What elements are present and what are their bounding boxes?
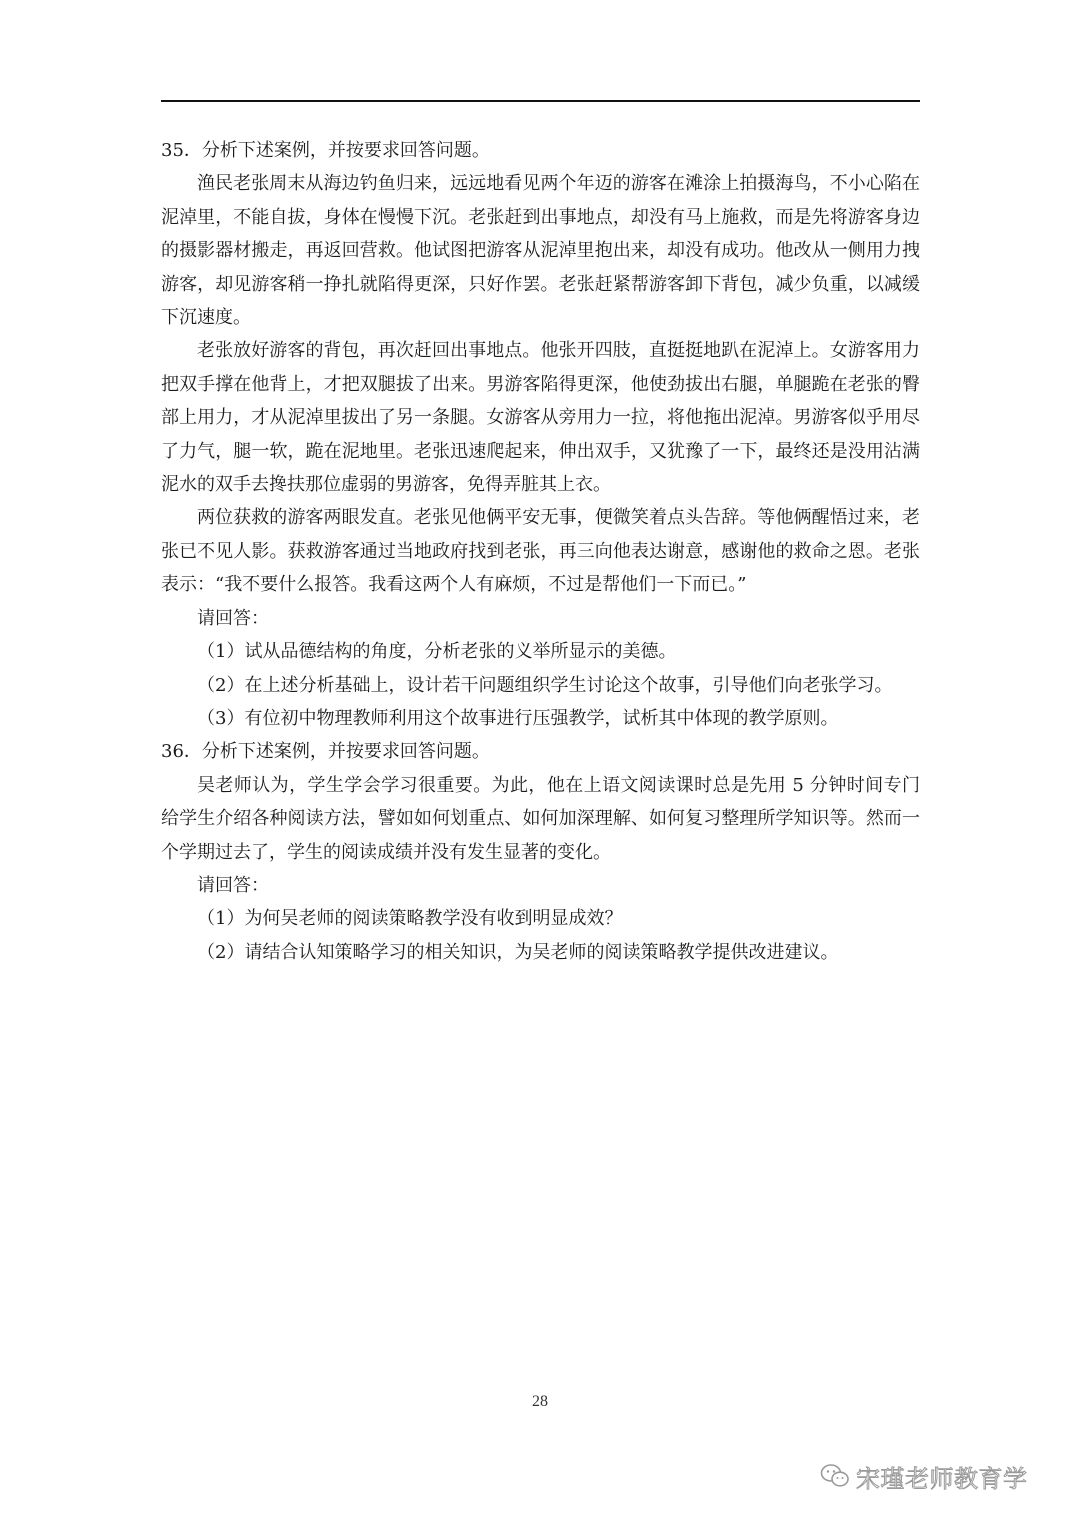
question-36-paragraph-1: 吴老师认为，学生学会学习很重要。为此，他在上语文阅读课时总是先用 5 分钟时间专门给学生介绍各种阅读方法，譬如如何划重点、如何加深理解、如何复习整理所学知识等。然而一个学期过去了，学生的阅读成绩并没有发生显著的变化。 — [161, 774, 920, 863]
wechat-icon — [820, 1462, 850, 1490]
watermark-text: 宋瑾老师教育学 — [856, 1464, 1028, 1493]
question-35-sub-1: （1）试从品德结构的角度，分析老张的义举所显示的美德。 — [197, 641, 677, 663]
question-35-title: 35．分析下述案例，并按要求回答问题。 — [161, 140, 490, 161]
page-number: 28 — [532, 1393, 548, 1410]
question-36 — [161, 735, 920, 969]
watermark — [820, 1456, 1028, 1496]
question-36-sub-2: （2）请结合认知策略学习的相关知识，为吴老师的阅读策略教学提供改进建议。 — [197, 941, 839, 963]
question-36-title: 36．分析下述案例，并按要求回答问题。 — [161, 741, 490, 763]
question-35-paragraph-2: 老张放好游客的背包，再次赶回出事地点。他张开四肢，直挺挺地趴在泥淖上。女游客用力把双手撑在他背上，才把双腿拔了出来。男游客陷得更深，他使劲拔出右腿，单腿跪在老张的臀部上用力，才从泥淖里拔出了另一条腿。女游客从旁用力一拉，将他拖出泥淖。男游客似乎用尽了力气，腿一软，跪在泥地里。老张迅速爬起来，伸出双手，又犹豫了一下，最终还是没用沾满泥水的双手去搀扶那位虚弱的男游客，免得弄脏其上衣。 — [161, 340, 920, 496]
question-36-sub-1: （1）为何吴老师的阅读策略教学没有收到明显成效？ — [197, 908, 623, 930]
question-35-prompt: 请回答： — [197, 607, 269, 629]
question-35-paragraph-3: 两位获救的游客两眼发直。老张见他俩平安无事，便微笑着点头告辞。等他俩醒悟过来，老张已不见人影。获救游客通过当地政府找到老张，再三向他表达谢意，感谢他的救命之恩。老张表示：“我不要什么报答。我看这两个人有麻烦，不过是帮他们一下而已。” — [161, 507, 920, 596]
question-35 — [161, 134, 920, 735]
header-rule — [161, 100, 920, 102]
question-35-paragraph-1: 渔民老张周末从海边钓鱼归来，远远地看见两个年迈的游客在滩涂上拍摄海鸟，不小心陷在泥淖里，不能自拔，身体在慢慢下沉。老张赶到出事地点，却没有马上施救，而是先将游客身边的摄影器材搬走，再返回营救。他试图把游客从泥淖里抱出来，却没有成功。他改从一侧用力拽游客，却见游客稍一挣扎就陷得更深，只好作罢。老张赶紧帮游客卸下背包，减少负重，以减缓下沉速度。 — [161, 173, 920, 329]
question-35-sub-3: （3）有位初中物理教师利用这个故事进行压强教学，试析其中体现的教学原则。 — [197, 707, 839, 729]
page-content — [161, 134, 920, 969]
question-35-sub-2: （2）在上述分析基础上，设计若干问题组织学生讨论这个故事，引导他们向老张学习。 — [197, 674, 893, 696]
question-36-prompt: 请回答： — [197, 874, 269, 896]
